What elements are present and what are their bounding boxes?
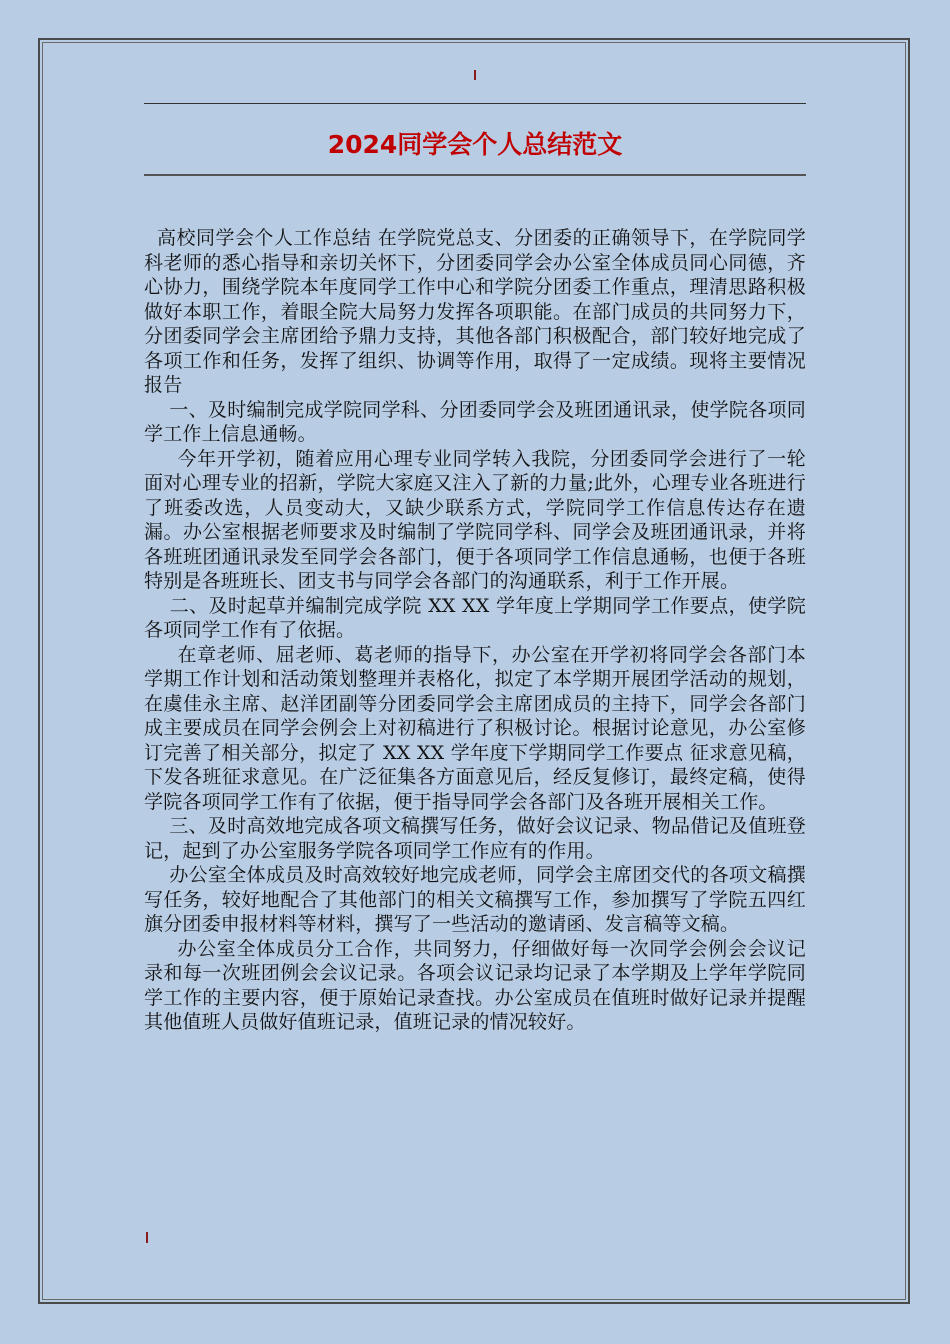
- title-rule: [144, 174, 806, 176]
- document-title: 2024同学会个人总结范文: [327, 130, 623, 159]
- document-body: [144, 226, 806, 1035]
- paragraph-heading-3: 三、及时高效地完成各项文稿撰写任务，做好会议记录、物品借记及值班登记，起到了办公室服务学院各项同学工作应有的作用。: [144, 815, 806, 862]
- footer-mark: [146, 1232, 148, 1243]
- paragraph-body-2: 在章老师、屈老师、葛老师的指导下，办公室在开学初将同学会各部门本学期工作计划和活动策划整理并表格化，拟定了本学期开展团学活动的规划，在虞佳永主席、赵洋团副等分团委同学会主席团成员的主持下，同学会各部门成主要成员在同学会例会上对初稿进行了积极讨论。根据讨论意见，办公室修订完善了相关部分，拟定了 XX XX 学年度下学期同学工作要点 征求意见稿，下发各班征求意见。在广泛征集各方面意见后，经反复修订，最终定稿，使得学院各项同学工作有了依据，便于指导同学会各部门及各班开展相关工作。: [144, 643, 807, 813]
- header-rule: [144, 103, 806, 104]
- paragraph-intro: 高校同学会个人工作总结 在学院党总支、分团委的正确领导下，在学院同学科老师的悉心指导和亲切关怀下，分团委同学会办公室全体成员同心同德，齐心协力，围绕学院本年度同学工作中心和学院分团委工作重点，理清思路积极做好本职工作，着眼全院大局努力发挥各项职能。在部门成员的共同努力下，分团委同学会主席团给予鼎力支持，其他各部门积极配合，部门较好地完成了各项工作和任务，发挥了组织、协调等作用，取得了一定成绩。现将主要情况报告: [144, 227, 807, 396]
- header-mark: [474, 70, 476, 80]
- paragraph-heading-1: 一、及时编制完成学院同学科、分团委同学会及班团通讯录，使学院各项同学工作上信息通畅。: [144, 398, 806, 445]
- paragraph-body-3b: 办公室全体成员分工合作，共同努力，仔细做好每一次同学会例会会议记录和每一次班团例会会议记录。各项会议记录均记录了本学期及上学年学院同学工作的主要内容，便于原始记录查找。办公室成员在值班时做好记录并提醒其他值班人员做好值班记录，值班记录的情况较好。: [144, 937, 807, 1033]
- paragraph-heading-2: 二、及时起草并编制完成学院 XX XX 学年度上学期同学工作要点，使学院各项同学工作有了依据。: [144, 594, 806, 641]
- paragraph-body-1: 今年开学初，随着应用心理专业同学转入我院，分团委同学会进行了一轮面对心理专业的招新，学院大家庭又注入了新的力量;此外，心理专业各班进行了班委改选，人员变动大，又缺少联系方式，学院同学工作信息传达存在遗漏。办公室根据老师要求及时编制了学院同学科、同学会及班团通讯录，并将各班班团通讯录发至同学会各部门，便于各项同学工作信息通畅，也便于各班特别是各班班长、团支书与同学会各部门的沟通联系，利于工作开展。: [144, 447, 807, 592]
- paragraph-body-3a: 办公室全体成员及时高效较好地完成老师，同学会主席团交代的各项文稿撰写任务，较好地配合了其他部门的相关文稿撰写工作，参加撰写了学院五四红旗分团委申报材料等材料，撰写了一些活动的邀请函、发言稿等文稿。: [144, 864, 806, 935]
